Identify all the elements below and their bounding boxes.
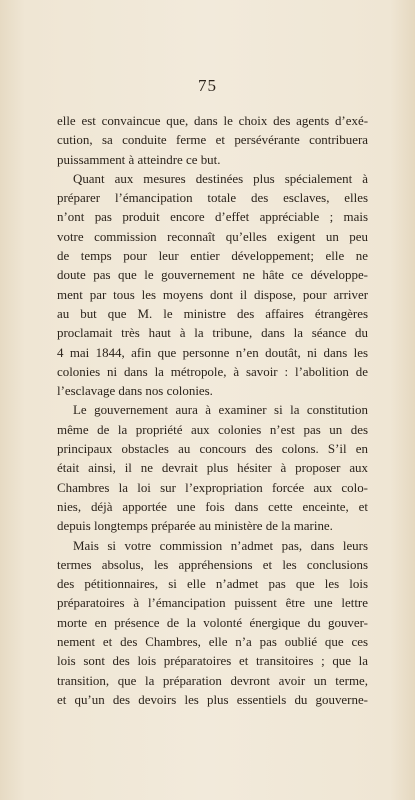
text-line: elle est convaincue que, dans le choix des agents d’exé- (57, 113, 368, 128)
text-line: nies, déjà apportée une fois dans cette enceinte, et (57, 498, 368, 514)
text-line: transition, que la préparation devront avoir un terme, (57, 672, 368, 688)
text-line: était ainsi, il ne devrait plus hésiter à proposer aux (57, 460, 368, 476)
text-line: proclamait très haut à la tribune, dans la séance du (57, 325, 368, 341)
text-line: n’ont pas produit encore d’effet appréciable ; mais (57, 209, 368, 225)
text-line: depuis longtemps préparée au ministère de la marine. (57, 518, 333, 534)
text-line: colonies ni dans la métropole, à savoir : l’abolition de (57, 363, 368, 379)
text-line: 4 mai 1844, afin que personne n’en doutât, ni dans les (57, 344, 368, 360)
text-line: lois sont des lois préparatoires et transitoires ; que la (57, 653, 368, 669)
text-line: de temps pour leur entier développement; elle ne (57, 248, 368, 264)
text-line: Mais si votre commission n’admet pas, dans leurs (73, 537, 368, 553)
text-line: et qu’un des devoirs les plus essentiels du gouverne- (57, 691, 368, 707)
text-line: au but que M. le ministre des affaires étrangères (57, 305, 368, 321)
text-line: morte en présence de la volonté énergique du gouver- (57, 614, 368, 630)
text-line: principaux obstacles au concours des colons. S’il en (57, 441, 368, 457)
page-number: 75 (198, 76, 217, 95)
text-line: nement et des Chambres, elle n’a pas oublié que ces (57, 634, 368, 650)
text-line: termes absolus, les appréhensions et les conclusions (57, 556, 368, 572)
text-line: l’esclavage dans nos colonies. (57, 383, 213, 399)
text-line: puissamment à atteindre ce but. (57, 151, 221, 167)
text-line: préparer l’émancipation totale des esclaves, elles (57, 190, 368, 206)
text-line: même de la propriété aux colonies n’est pas un des (57, 421, 368, 437)
text-line: doute pas que le gouvernement ne hâte ce développe- (57, 267, 368, 283)
text-line: Le gouvernement aura à examiner si la constitution (73, 402, 368, 418)
body-text (57, 111, 368, 709)
text-line: préparatoires à l’émancipation puissent être une lettre (57, 595, 368, 611)
text-line: Chambres la loi sur l’expropriation forcée aux colo- (57, 479, 368, 495)
text-line: des pétitionnaires, si elle n’admet pas que les lois (57, 576, 368, 592)
text-line: Quant aux mesures destinées plus spécialement à (73, 170, 368, 186)
text-line: votre commission reconnaît qu’elles exigent un peu (57, 228, 368, 244)
text-line: ment par tous les moyens dont il dispose, pour arriver (57, 286, 368, 302)
text-line: cution, sa conduite ferme et persévérante contribuera (57, 132, 368, 148)
